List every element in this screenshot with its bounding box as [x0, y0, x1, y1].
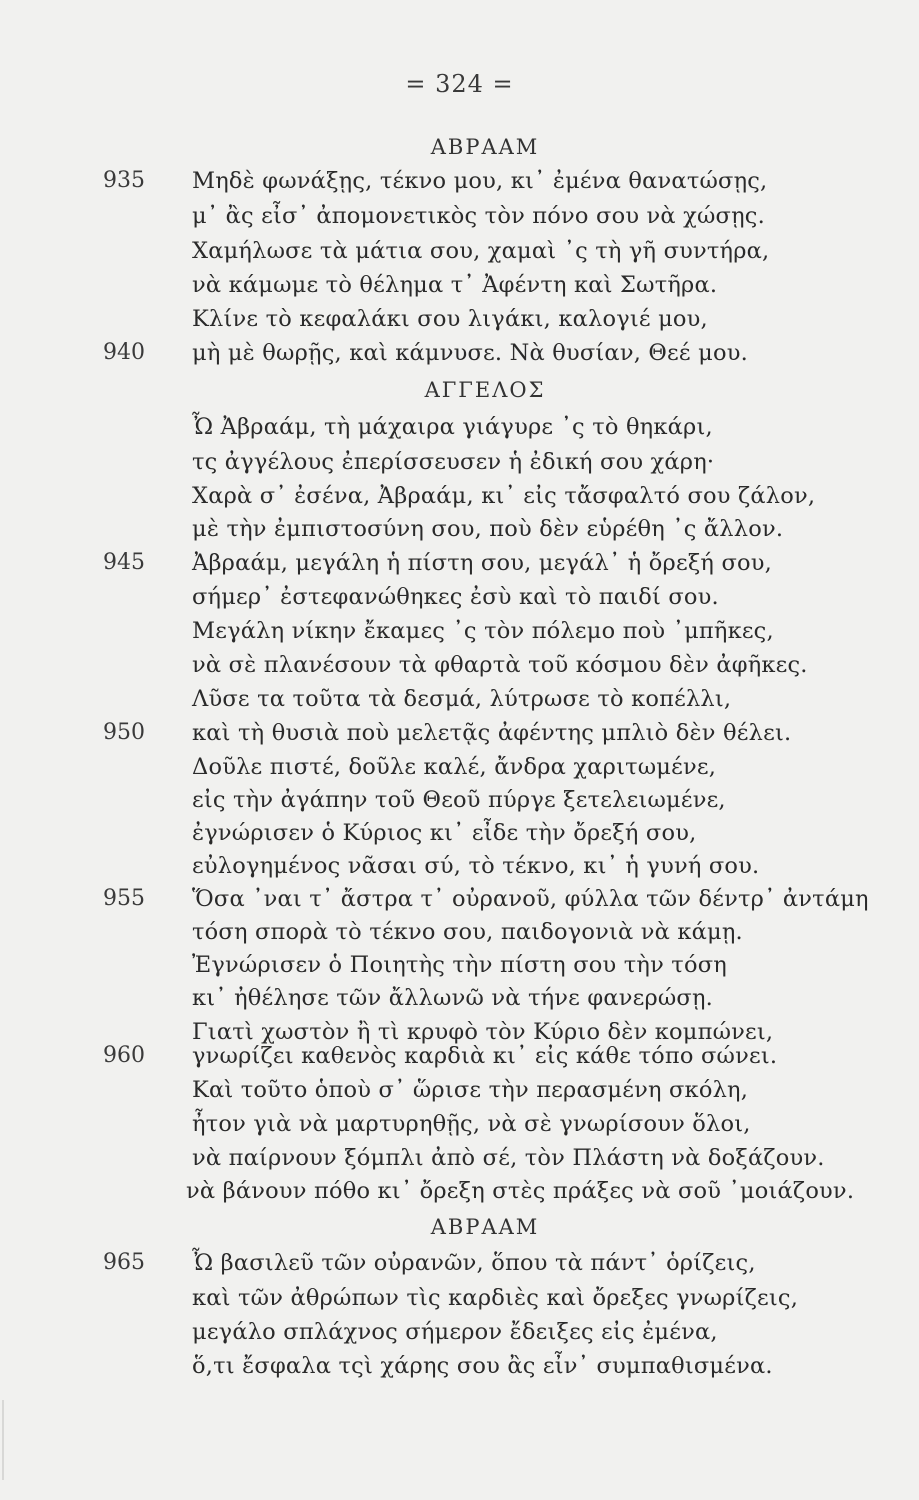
verse-text: Λῦσε τα τοῦτα τὰ δεσμά, λύτρωσε τὸ κοπέλλι, — [192, 686, 732, 712]
verse-text: Μηδὲ φωνάξῃς, τέκνο μου, κι᾽ ἐμένα θανατώσῃς, — [192, 168, 768, 194]
verse-text: Χαρὰ σ᾽ ἐσένα, Ἀβραάμ, κι᾽ εἰς τἄσφαλτό σου ζάλον, — [192, 483, 816, 509]
verse-line — [0, 516, 919, 550]
verse-line — [0, 1353, 919, 1387]
verse-line — [0, 886, 919, 920]
line-number: 960 — [103, 1043, 145, 1068]
verse-line — [0, 1145, 919, 1179]
verse-text: γνωρίζει καθενὸς καρδιὰ κι᾽ εἰς κάθε τόπο σώνει. — [192, 1043, 778, 1069]
verse-line — [0, 238, 919, 272]
page-edge-shadow — [2, 1400, 4, 1480]
verse-text: σήμερ᾽ ἐστεφανώθηκες ἐσὺ καὶ τὸ παιδί σου. — [192, 584, 719, 610]
verse-text: Ἀβραάμ, μεγάλη ἡ πίστη σου, μεγάλ᾽ ἡ ὄρεξή σου, — [192, 550, 772, 576]
verse-line — [0, 754, 919, 788]
verse-line — [0, 168, 919, 202]
verse-text: Γιατὶ χωστὸν ἢ τὶ κρυφὸ τὸν Κύριο δὲν κομπώνει, — [192, 1019, 774, 1045]
verse-text: κι᾽ ἠθέλησε τῶν ἄλλωνῶ νὰ τήνε φανερώσῃ. — [192, 985, 714, 1011]
verse-line — [0, 787, 919, 821]
verse-text: εἰς τὴν ἀγάπην τοῦ Θεοῦ πύργε ξετελειωμένε, — [192, 787, 726, 813]
verse-text: Χαμήλωσε τὰ μάτια σου, χαμαὶ ᾽ς τὴ γῆ συντήρα, — [192, 238, 770, 264]
verse-line — [0, 853, 919, 887]
verse-line — [0, 483, 919, 517]
verse-line — [0, 1111, 919, 1145]
line-number: 940 — [103, 340, 145, 365]
verse-text: Καὶ τοῦτο ὁποὺ σ᾽ ὥρισε τὴν περασμένη σκόλη, — [192, 1077, 749, 1103]
verse-line — [0, 306, 919, 340]
verse-text: νὰ βάνουν πόθο κι᾽ ὄρεξη στὲς πράξες νὰ σοῦ ᾽μοιάζουν. — [186, 1178, 855, 1204]
verse-line — [0, 584, 919, 618]
line-number: 945 — [103, 550, 145, 575]
verse-text: Μεγάλη νίκην ἔκαμες ᾽ς τὸν πόλεμο ποὺ ᾽μπῆκες, — [192, 618, 774, 644]
line-number: 935 — [103, 168, 145, 193]
verse-text: μεγάλο σπλάχνος σήμερον ἔδειξες εἰς ἐμένα, — [192, 1319, 718, 1345]
verse-line — [0, 550, 919, 584]
verse-text: εὐλογημένος νᾶσαι σύ, τὸ τέκνο, κι᾽ ἡ γυνή σου. — [192, 853, 760, 879]
verse-text: Κλίνε τὸ κεφαλάκι σου λιγάκι, καλογιέ μου, — [192, 306, 708, 332]
verse-line — [0, 1319, 919, 1353]
verse-line — [0, 919, 919, 953]
verse-line — [0, 203, 919, 237]
line-number: 955 — [103, 886, 145, 911]
verse-text: τόση σπορὰ τὸ τέκνο σου, παιδογονιὰ νὰ κάμῃ. — [192, 919, 743, 945]
verse-text: καὶ τῶν ἀθρώπων τὶς καρδιὲς καὶ ὄρεξες γνωρίζεις, — [192, 1285, 799, 1311]
verse-text: μὲ τὴν ἐμπιστοσύνη σου, ποὺ δὲν εὑρέθη ᾽ς ἄλλον. — [192, 516, 784, 542]
verse-line — [0, 618, 919, 652]
verse-text: ὅ,τι ἔσφαλα τςὶ χάρης σου ἂς εἶν᾽ συμπαθισμένα. — [192, 1353, 773, 1379]
verse-line — [0, 686, 919, 720]
verse-text: Ἐγνώρισεν ὁ Ποιητὴς τὴν πίστη σου τὴν τόση — [192, 952, 727, 978]
verse-text: ἐγνώρισεν ὁ Κύριος κι᾽ εἶδε τὴν ὄρεξή σου, — [192, 820, 697, 846]
verse-text: νὰ κάμωμε τὸ θέλημα τ᾽ Ἀφέντη καὶ Σωτῆρα. — [192, 272, 718, 298]
verse-text: καὶ τὴ θυσιὰ ποὺ μελετᾷς ἀφέντης μπλιὸ δὲν θέλει. — [192, 720, 792, 746]
verse-line — [0, 414, 919, 448]
verse-text: τς ἀγγέλους ἐπερίσσευσεν ἡ ἐδική σου χάρη· — [192, 449, 715, 475]
verse-line — [0, 1043, 919, 1077]
verse-line — [0, 652, 919, 686]
verse-text: ἦτον γιὰ νὰ μαρτυρηθῇς, νὰ σὲ γνωρίσουν ὅλοι, — [192, 1111, 751, 1137]
verse-line — [0, 820, 919, 854]
verse-text: Ὦ Ἀβραάμ, τὴ μάχαιρα γιάγυρε ᾽ς τὸ θηκάρι, — [192, 414, 713, 440]
verse-line — [0, 272, 919, 306]
verse-line — [0, 985, 919, 1019]
verse-text: Ὦ βασιλεῦ τῶν οὐρανῶν, ὅπου τὰ πάντ᾽ ὁρίζεις, — [192, 1250, 756, 1276]
verse-text: μὴ μὲ θωρῇς, καὶ κάμνυσε. Νὰ θυσίαν, Θεέ μου. — [192, 340, 748, 366]
line-number: 965 — [103, 1250, 145, 1275]
verse-line — [0, 340, 919, 374]
verse-text: Ὅσα ᾽ναι τ᾽ ἄστρα τ᾽ οὐρανοῦ, φύλλα τῶν δέντρ᾽ ἀντάμη — [192, 886, 869, 912]
verse-line — [0, 1285, 919, 1319]
page-number: = 324 = — [405, 70, 514, 98]
verse-line — [0, 1077, 919, 1111]
verse-line — [0, 1250, 919, 1284]
speaker-heading: ΑΒΡΑΑΜ — [430, 135, 540, 159]
verse-text: νὰ σὲ πλανέσουν τὰ φθαρτὰ τοῦ κόσμου δὲν ἀφῆκες. — [192, 652, 808, 678]
speaker-heading: ΑΓΓΕΛΟΣ — [424, 378, 546, 402]
verse-text: μ᾽ ἂς εἶσ᾽ ἀπομονετικὸς τὸν πόνο σου νὰ χώσῃς. — [192, 203, 765, 229]
verse-line — [0, 1178, 919, 1212]
speaker-heading: ΑΒΡΑΑΜ — [430, 1215, 540, 1239]
verse-line — [0, 720, 919, 754]
line-number: 950 — [103, 720, 145, 745]
verse-line — [0, 449, 919, 483]
verse-line — [0, 952, 919, 986]
verse-text: νὰ παίρνουν ξόμπλι ἀπὸ σέ, τὸν Πλάστη νὰ δοξάζουν. — [192, 1145, 825, 1171]
verse-text: Δοῦλε πιστέ, δοῦλε καλέ, ἄνδρα χαριτωμένε, — [192, 754, 717, 780]
